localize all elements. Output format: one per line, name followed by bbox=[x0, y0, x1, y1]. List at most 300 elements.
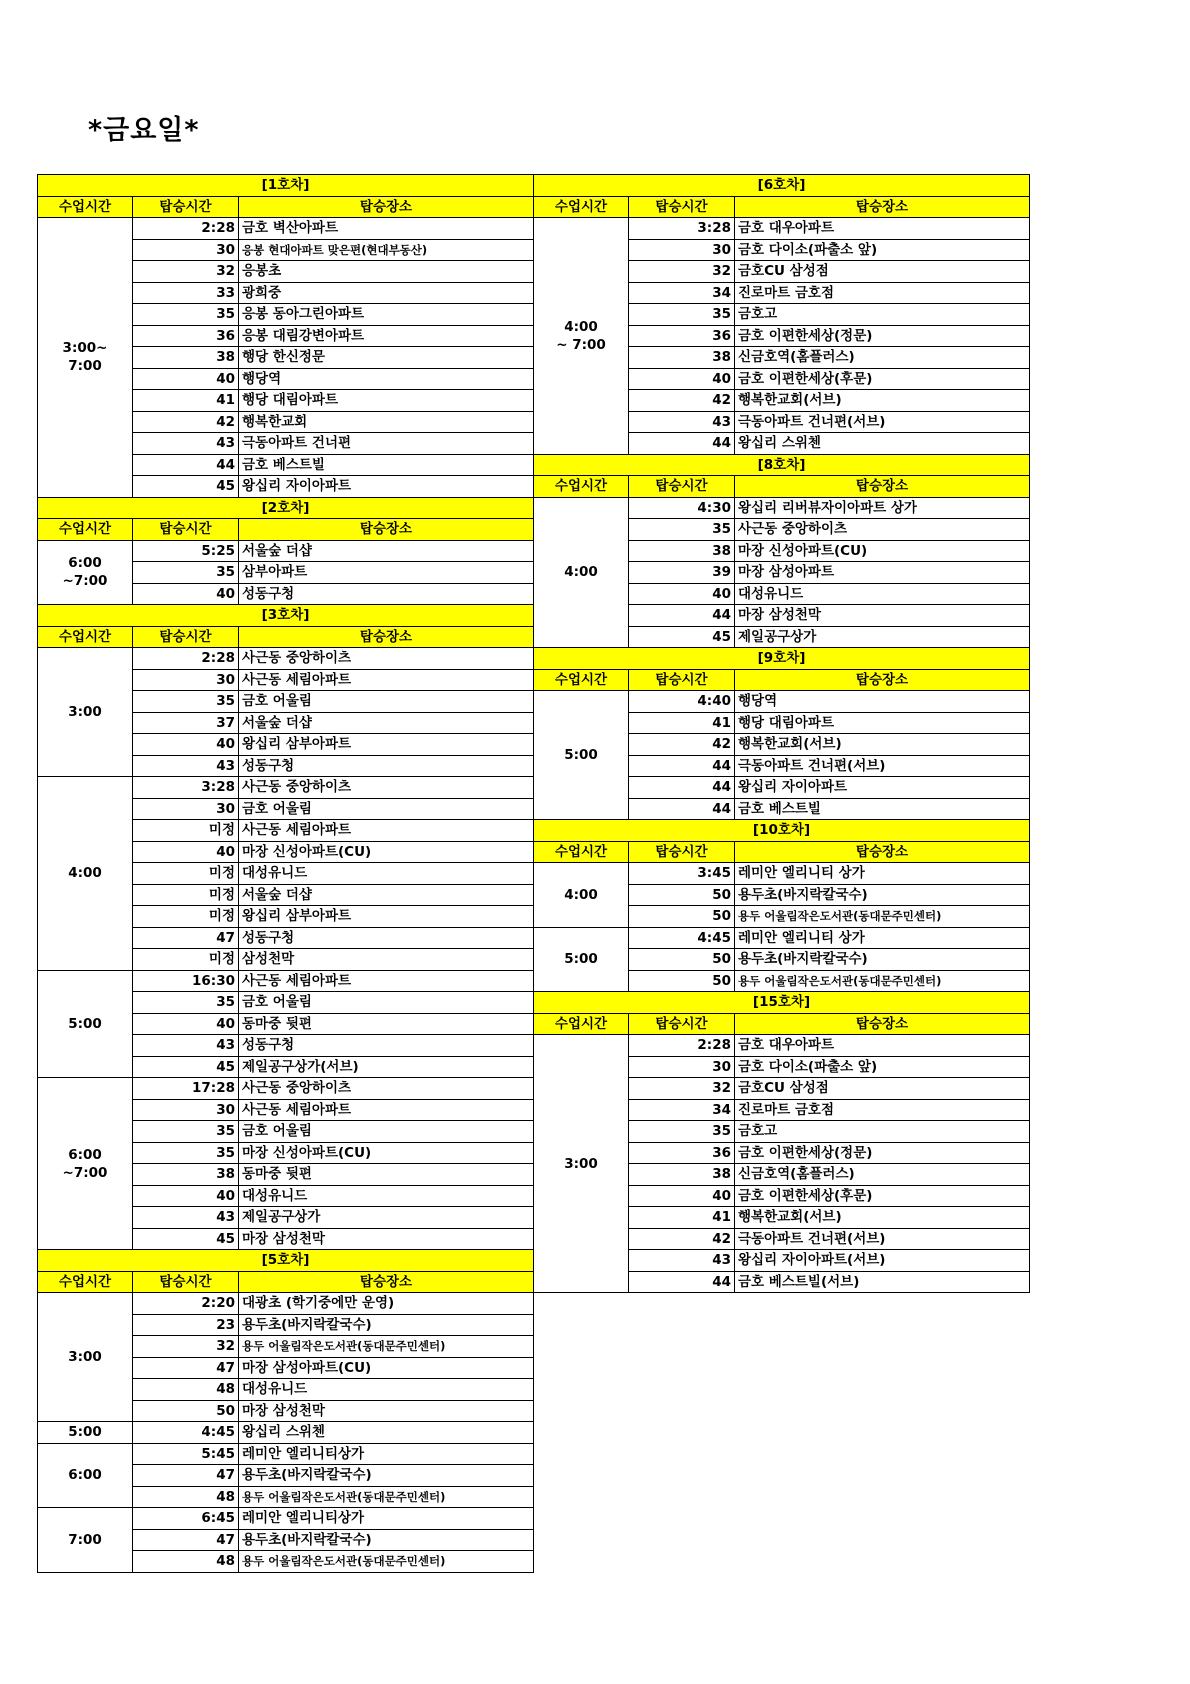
column-header-row bbox=[534, 196, 1030, 218]
header-boarding-place: 탑승장소 bbox=[735, 196, 1030, 218]
class-time-line: ~7:00 bbox=[62, 1164, 108, 1181]
class-time-line: 6:00 bbox=[68, 555, 102, 572]
boarding-time: 35 bbox=[133, 1142, 239, 1164]
boarding-time: 44 bbox=[629, 777, 735, 799]
boarding-place: 광희중 bbox=[239, 282, 534, 304]
boarding-place: 왕십리 자이아파트 bbox=[735, 777, 1030, 799]
right-column bbox=[533, 174, 1029, 1293]
schedule-row bbox=[534, 497, 1030, 519]
boarding-place: 왕십리 삼부아파트 bbox=[239, 734, 534, 756]
boarding-place: 왕십리 스위첸 bbox=[239, 1422, 534, 1444]
boarding-time: 35 bbox=[133, 304, 239, 326]
boarding-place: 왕십리 삼부아파트 bbox=[239, 906, 534, 928]
boarding-place: 삼성천막 bbox=[239, 949, 534, 971]
boarding-time: 40 bbox=[133, 841, 239, 863]
boarding-place: 행당 한신정문 bbox=[239, 347, 534, 369]
header-boarding-time: 탑승시간 bbox=[629, 841, 735, 863]
boarding-place: 마장 삼성아파트 bbox=[735, 562, 1030, 584]
schedule-row bbox=[534, 691, 1030, 713]
class-time-cell bbox=[38, 648, 133, 777]
boarding-place: 성동구청 bbox=[239, 583, 534, 605]
boarding-time: 미정 bbox=[133, 863, 239, 885]
schedule-row bbox=[38, 777, 534, 799]
boarding-place: 행당역 bbox=[735, 691, 1030, 713]
boarding-time: 2:28 bbox=[629, 1035, 735, 1057]
boarding-time: 48 bbox=[133, 1379, 239, 1401]
boarding-place: 용두초(바지락칼국수) bbox=[735, 884, 1030, 906]
boarding-time: 30 bbox=[133, 669, 239, 691]
class-time-cell bbox=[38, 1078, 133, 1250]
boarding-place: 행당 대림아파트 bbox=[239, 390, 534, 412]
boarding-time: 40 bbox=[133, 1013, 239, 1035]
boarding-time: 34 bbox=[629, 282, 735, 304]
column-header-row bbox=[38, 1271, 534, 1293]
boarding-time: 44 bbox=[629, 798, 735, 820]
boarding-place: 대성유니드 bbox=[239, 863, 534, 885]
boarding-place: 왕십리 자이아파트 bbox=[239, 476, 534, 498]
boarding-place: 응봉 대림강변아파트 bbox=[239, 325, 534, 347]
column-header-row bbox=[38, 196, 534, 218]
class-time-line: 6:00 bbox=[68, 1467, 102, 1484]
boarding-place: 금호 베스트빌 bbox=[735, 798, 1030, 820]
boarding-place: 사근동 세림아파트 bbox=[239, 970, 534, 992]
boarding-place: 대성유니드 bbox=[735, 583, 1030, 605]
vehicle-name: [9호차] bbox=[534, 648, 1030, 670]
header-class-time: 수업시간 bbox=[38, 519, 133, 541]
header-boarding-time: 탑승시간 bbox=[133, 519, 239, 541]
boarding-time: 44 bbox=[133, 454, 239, 476]
header-boarding-place: 탑승장소 bbox=[239, 1271, 534, 1293]
boarding-time: 34 bbox=[629, 1099, 735, 1121]
boarding-time: 40 bbox=[133, 734, 239, 756]
boarding-place: 왕십리 자이아파트(서브) bbox=[735, 1250, 1030, 1272]
schedule-row bbox=[534, 218, 1030, 240]
class-time-line: ~ 7:00 bbox=[556, 336, 606, 353]
vehicle-header-row bbox=[534, 648, 1030, 670]
boarding-place: 마장 신성아파트(CU) bbox=[239, 1142, 534, 1164]
left-schedule-table bbox=[37, 174, 534, 1573]
vehicle-header-row bbox=[534, 992, 1030, 1014]
boarding-time: 43 bbox=[133, 755, 239, 777]
boarding-place: 금호CU 삼성점 bbox=[735, 261, 1030, 283]
boarding-place: 성동구청 bbox=[239, 927, 534, 949]
boarding-time: 16:30 bbox=[133, 970, 239, 992]
class-time-line: 3:00 bbox=[68, 704, 102, 720]
class-time-cell bbox=[38, 1422, 133, 1444]
vehicle-header-row bbox=[38, 605, 534, 627]
boarding-time: 3:45 bbox=[629, 863, 735, 885]
vehicle-name: [2호차] bbox=[38, 497, 534, 519]
boarding-time: 4:30 bbox=[629, 497, 735, 519]
boarding-place: 용두초(바지락칼국수) bbox=[239, 1314, 534, 1336]
class-time-cell bbox=[38, 1293, 133, 1422]
vehicle-header-row bbox=[38, 497, 534, 519]
header-class-time: 수업시간 bbox=[38, 196, 133, 218]
boarding-time: 43 bbox=[629, 1250, 735, 1272]
class-time-cell bbox=[534, 497, 629, 648]
boarding-place: 금호 이편한세상(정문) bbox=[735, 325, 1030, 347]
class-time-line: 5:00 bbox=[564, 951, 598, 968]
boarding-time: 2:20 bbox=[133, 1293, 239, 1315]
boarding-place: 진로마트 금호점 bbox=[735, 1099, 1030, 1121]
boarding-place: 대광초 (학기중에만 운영) bbox=[239, 1293, 534, 1315]
class-time-line: 3:00 bbox=[68, 1349, 102, 1365]
boarding-place: 행복한교회(서브) bbox=[735, 734, 1030, 756]
boarding-time: 38 bbox=[629, 540, 735, 562]
header-boarding-time: 탑승시간 bbox=[629, 196, 735, 218]
boarding-place: 용두 어울림작은도서관(동대문주민센터) bbox=[239, 1551, 534, 1573]
boarding-time: 5:45 bbox=[133, 1443, 239, 1465]
boarding-place: 대성유니드 bbox=[239, 1185, 534, 1207]
boarding-place: 금호 어울림 bbox=[239, 798, 534, 820]
header-boarding-place: 탑승장소 bbox=[735, 1013, 1030, 1035]
class-time-line: 7:00 bbox=[68, 358, 102, 375]
boarding-place: 금호 벽산아파트 bbox=[239, 218, 534, 240]
schedule-row bbox=[38, 1078, 534, 1100]
header-boarding-place: 탑승장소 bbox=[239, 519, 534, 541]
boarding-place: 금호 이편한세상(후문) bbox=[735, 368, 1030, 390]
boarding-time: 44 bbox=[629, 1271, 735, 1293]
boarding-place: 동마중 뒷편 bbox=[239, 1013, 534, 1035]
boarding-time: 32 bbox=[629, 261, 735, 283]
boarding-place: 용두초(바지락칼국수) bbox=[239, 1465, 534, 1487]
boarding-place: 레미안 엘리니티상가 bbox=[239, 1508, 534, 1530]
boarding-place: 금호CU 삼성점 bbox=[735, 1078, 1030, 1100]
boarding-place: 극동아파트 건너편(서브) bbox=[735, 411, 1030, 433]
boarding-time: 36 bbox=[629, 1142, 735, 1164]
schedule-row bbox=[38, 1508, 534, 1530]
column-header-row bbox=[534, 1013, 1030, 1035]
boarding-place: 사근동 중앙하이츠 bbox=[239, 648, 534, 670]
boarding-time: 4:45 bbox=[133, 1422, 239, 1444]
class-time-cell bbox=[38, 1508, 133, 1573]
class-time-cell bbox=[38, 540, 133, 605]
boarding-place: 금호 어울림 bbox=[239, 992, 534, 1014]
boarding-place: 사근동 세림아파트 bbox=[239, 1099, 534, 1121]
boarding-time: 43 bbox=[133, 433, 239, 455]
boarding-time: 47 bbox=[133, 1357, 239, 1379]
boarding-place: 용두초(바지락칼국수) bbox=[239, 1529, 534, 1551]
boarding-time: 50 bbox=[629, 884, 735, 906]
boarding-time: 50 bbox=[133, 1400, 239, 1422]
boarding-place: 동마중 뒷편 bbox=[239, 1164, 534, 1186]
vehicle-header-row bbox=[534, 454, 1030, 476]
boarding-place: 성동구청 bbox=[239, 1035, 534, 1057]
boarding-place: 신금호역(홈플러스) bbox=[735, 347, 1030, 369]
boarding-place: 삼부아파트 bbox=[239, 562, 534, 584]
boarding-time: 32 bbox=[133, 1336, 239, 1358]
boarding-place: 성동구청 bbox=[239, 755, 534, 777]
header-class-time: 수업시간 bbox=[534, 1013, 629, 1035]
boarding-time: 35 bbox=[133, 992, 239, 1014]
header-boarding-place: 탑승장소 bbox=[735, 841, 1030, 863]
boarding-place: 왕십리 스위첸 bbox=[735, 433, 1030, 455]
boarding-time: 35 bbox=[629, 519, 735, 541]
vehicle-name: [6호차] bbox=[534, 175, 1030, 197]
schedule-row bbox=[534, 1035, 1030, 1057]
class-time-line: 6:00 bbox=[68, 1146, 102, 1163]
class-time-line: 5:00 bbox=[564, 747, 598, 763]
boarding-place: 제일공구상가 bbox=[735, 626, 1030, 648]
boarding-place: 응봉 현대아파트 맞은편(현대부동산) bbox=[239, 239, 534, 261]
header-class-time: 수업시간 bbox=[534, 669, 629, 691]
class-time-cell bbox=[534, 691, 629, 820]
boarding-place: 행당역 bbox=[239, 368, 534, 390]
boarding-place: 금호 이편한세상(후문) bbox=[735, 1185, 1030, 1207]
vehicle-header-row bbox=[534, 175, 1030, 197]
boarding-time: 40 bbox=[629, 368, 735, 390]
column-header-row bbox=[38, 519, 534, 541]
boarding-time: 30 bbox=[629, 239, 735, 261]
class-time-line: 4:00 bbox=[564, 886, 598, 903]
class-time-line: 7:00 bbox=[68, 1531, 102, 1548]
boarding-place: 금호 베스트빌 bbox=[239, 454, 534, 476]
boarding-place: 마장 삼성천막 bbox=[239, 1400, 534, 1422]
boarding-place: 왕십리 리버뷰자이아파트 상가 bbox=[735, 497, 1030, 519]
boarding-time: 40 bbox=[133, 583, 239, 605]
boarding-time: 41 bbox=[133, 390, 239, 412]
vehicle-header-row bbox=[38, 175, 534, 197]
boarding-time: 47 bbox=[133, 927, 239, 949]
boarding-time: 35 bbox=[629, 1121, 735, 1143]
class-time-cell bbox=[534, 863, 629, 928]
header-boarding-place: 탑승장소 bbox=[239, 196, 534, 218]
boarding-time: 42 bbox=[629, 734, 735, 756]
boarding-place: 사근동 세림아파트 bbox=[239, 820, 534, 842]
boarding-time: 39 bbox=[629, 562, 735, 584]
vehicle-name: [8호차] bbox=[534, 454, 1030, 476]
vehicle-name: [15호차] bbox=[534, 992, 1030, 1014]
boarding-place: 서울숲 더샵 bbox=[239, 884, 534, 906]
boarding-place: 극동아파트 건너편(서브) bbox=[735, 755, 1030, 777]
boarding-place: 극동아파트 건너편 bbox=[239, 433, 534, 455]
boarding-time: 44 bbox=[629, 755, 735, 777]
boarding-time: 미정 bbox=[133, 820, 239, 842]
boarding-place: 레미안 엘리니티상가 bbox=[239, 1443, 534, 1465]
boarding-time: 2:28 bbox=[133, 648, 239, 670]
schedule-row bbox=[38, 218, 534, 240]
boarding-time: 4:45 bbox=[629, 927, 735, 949]
boarding-time: 41 bbox=[629, 712, 735, 734]
vehicle-header-row bbox=[38, 1250, 534, 1272]
vehicle-name: [3호차] bbox=[38, 605, 534, 627]
boarding-time: 44 bbox=[629, 605, 735, 627]
boarding-time: 33 bbox=[133, 282, 239, 304]
boarding-place: 마장 삼성천막 bbox=[735, 605, 1030, 627]
boarding-time: 17:28 bbox=[133, 1078, 239, 1100]
page-title: *금요일* bbox=[88, 115, 200, 146]
boarding-time: 3:28 bbox=[133, 777, 239, 799]
boarding-time: 미정 bbox=[133, 906, 239, 928]
schedule-row bbox=[38, 540, 534, 562]
boarding-time: 32 bbox=[133, 261, 239, 283]
boarding-place: 용두 어울림작은도서관(동대문주민센터) bbox=[735, 906, 1030, 928]
boarding-time: 30 bbox=[133, 1099, 239, 1121]
vehicle-name: [5호차] bbox=[38, 1250, 534, 1272]
boarding-time: 43 bbox=[133, 1207, 239, 1229]
boarding-place: 레미안 엘리니티 상가 bbox=[735, 927, 1030, 949]
boarding-place: 극동아파트 건너편(서브) bbox=[735, 1228, 1030, 1250]
boarding-time: 45 bbox=[133, 1228, 239, 1250]
boarding-place: 금호 어울림 bbox=[239, 691, 534, 713]
boarding-time: 38 bbox=[629, 1164, 735, 1186]
boarding-time: 미정 bbox=[133, 949, 239, 971]
column-header-row bbox=[534, 476, 1030, 498]
class-time-line: 3:00~ bbox=[62, 340, 108, 357]
header-boarding-time: 탑승시간 bbox=[629, 476, 735, 498]
boarding-time: 5:25 bbox=[133, 540, 239, 562]
header-boarding-time: 탑승시간 bbox=[133, 1271, 239, 1293]
header-class-time: 수업시간 bbox=[38, 1271, 133, 1293]
boarding-place: 금호고 bbox=[735, 1121, 1030, 1143]
boarding-time: 40 bbox=[133, 368, 239, 390]
boarding-time: 42 bbox=[629, 1228, 735, 1250]
class-time-line: ~7:00 bbox=[62, 573, 108, 590]
class-time-cell bbox=[534, 927, 629, 992]
boarding-time: 47 bbox=[133, 1529, 239, 1551]
boarding-place: 사근동 중앙하이츠 bbox=[735, 519, 1030, 541]
class-time-line: 4:00 bbox=[564, 564, 598, 581]
boarding-place: 금호 다이소(파출소 앞) bbox=[735, 239, 1030, 261]
boarding-place: 응봉 동아그린아파트 bbox=[239, 304, 534, 326]
schedule-row bbox=[38, 1443, 534, 1465]
header-boarding-place: 탑승장소 bbox=[239, 626, 534, 648]
boarding-time: 36 bbox=[133, 325, 239, 347]
boarding-place: 금호 이편한세상(정문) bbox=[735, 1142, 1030, 1164]
left-column bbox=[37, 174, 533, 1573]
boarding-place: 사근동 중앙하이츠 bbox=[239, 777, 534, 799]
boarding-time: 38 bbox=[133, 347, 239, 369]
column-header-row bbox=[534, 841, 1030, 863]
boarding-time: 32 bbox=[629, 1078, 735, 1100]
class-time-cell bbox=[534, 218, 629, 455]
boarding-time: 50 bbox=[629, 949, 735, 971]
boarding-place: 금호고 bbox=[735, 304, 1030, 326]
class-time-line: 4:00 bbox=[68, 865, 102, 882]
boarding-time: 35 bbox=[133, 691, 239, 713]
boarding-place: 금호 대우아파트 bbox=[735, 218, 1030, 240]
boarding-time: 47 bbox=[133, 1465, 239, 1487]
header-boarding-time: 탑승시간 bbox=[629, 1013, 735, 1035]
boarding-place: 용두 어울림작은도서관(동대문주민센터) bbox=[735, 970, 1030, 992]
boarding-time: 38 bbox=[133, 1164, 239, 1186]
vehicle-name: [1호차] bbox=[38, 175, 534, 197]
boarding-place: 진로마트 금호점 bbox=[735, 282, 1030, 304]
class-time-cell bbox=[38, 777, 133, 971]
boarding-place: 행복한교회(서브) bbox=[735, 1207, 1030, 1229]
boarding-time: 48 bbox=[133, 1551, 239, 1573]
boarding-time: 미정 bbox=[133, 884, 239, 906]
boarding-time: 43 bbox=[133, 1035, 239, 1057]
header-boarding-place: 탑승장소 bbox=[735, 476, 1030, 498]
header-class-time: 수업시간 bbox=[38, 626, 133, 648]
boarding-place: 대성유니드 bbox=[239, 1379, 534, 1401]
class-time-cell bbox=[38, 218, 133, 498]
class-time-line: 4:00 bbox=[564, 318, 598, 335]
boarding-place: 금호 대우아파트 bbox=[735, 1035, 1030, 1057]
boarding-time: 6:45 bbox=[133, 1508, 239, 1530]
boarding-place: 용두 어울림작은도서관(동대문주민센터) bbox=[239, 1336, 534, 1358]
boarding-time: 37 bbox=[133, 712, 239, 734]
boarding-place: 서울숲 더샵 bbox=[239, 540, 534, 562]
right-schedule-table bbox=[533, 174, 1030, 1293]
boarding-place: 마장 삼성아파트(CU) bbox=[239, 1357, 534, 1379]
schedule-row bbox=[534, 863, 1030, 885]
boarding-time: 30 bbox=[133, 239, 239, 261]
boarding-time: 41 bbox=[629, 1207, 735, 1229]
boarding-time: 42 bbox=[133, 411, 239, 433]
boarding-place: 레미안 엘리니티 상가 bbox=[735, 863, 1030, 885]
boarding-place: 신금호역(홈플러스) bbox=[735, 1164, 1030, 1186]
boarding-time: 35 bbox=[133, 562, 239, 584]
boarding-place: 사근동 중앙하이츠 bbox=[239, 1078, 534, 1100]
schedule-row bbox=[38, 1293, 534, 1315]
schedule-row bbox=[38, 1422, 534, 1444]
vehicle-header-row bbox=[534, 820, 1030, 842]
boarding-place: 응봉초 bbox=[239, 261, 534, 283]
header-boarding-time: 탑승시간 bbox=[133, 196, 239, 218]
boarding-time: 45 bbox=[133, 1056, 239, 1078]
boarding-time: 2:28 bbox=[133, 218, 239, 240]
boarding-time: 35 bbox=[133, 1121, 239, 1143]
boarding-time: 40 bbox=[629, 583, 735, 605]
class-time-cell bbox=[534, 1035, 629, 1293]
boarding-time: 45 bbox=[629, 626, 735, 648]
boarding-time: 40 bbox=[629, 1185, 735, 1207]
class-time-line: 5:00 bbox=[68, 1015, 102, 1032]
column-header-row bbox=[38, 626, 534, 648]
header-class-time: 수업시간 bbox=[534, 476, 629, 498]
boarding-time: 43 bbox=[629, 411, 735, 433]
boarding-time: 30 bbox=[133, 798, 239, 820]
boarding-place: 마장 삼성천막 bbox=[239, 1228, 534, 1250]
boarding-time: 30 bbox=[629, 1056, 735, 1078]
boarding-place: 행복한교회 bbox=[239, 411, 534, 433]
class-time-line: 3:00 bbox=[564, 1155, 598, 1172]
boarding-place: 금호 어울림 bbox=[239, 1121, 534, 1143]
boarding-time: 45 bbox=[133, 476, 239, 498]
boarding-time: 44 bbox=[629, 433, 735, 455]
class-time-line: 5:00 bbox=[68, 1424, 102, 1441]
header-class-time: 수업시간 bbox=[534, 841, 629, 863]
boarding-time: 42 bbox=[629, 390, 735, 412]
boarding-place: 행당 대림아파트 bbox=[735, 712, 1030, 734]
boarding-place: 용두 어울림작은도서관(동대문주민센터) bbox=[239, 1486, 534, 1508]
boarding-time: 23 bbox=[133, 1314, 239, 1336]
schedule-row bbox=[38, 648, 534, 670]
boarding-place: 금호 다이소(파출소 앞) bbox=[735, 1056, 1030, 1078]
class-time-cell bbox=[38, 1443, 133, 1508]
boarding-place: 마장 신성아파트(CU) bbox=[735, 540, 1030, 562]
boarding-place: 행복한교회(서브) bbox=[735, 390, 1030, 412]
schedule-row bbox=[38, 970, 534, 992]
boarding-place: 제일공구상가 bbox=[239, 1207, 534, 1229]
class-time-cell bbox=[38, 970, 133, 1078]
header-boarding-place: 탑승장소 bbox=[735, 669, 1030, 691]
header-boarding-time: 탑승시간 bbox=[629, 669, 735, 691]
boarding-time: 4:40 bbox=[629, 691, 735, 713]
vehicle-name: [10호차] bbox=[534, 820, 1030, 842]
column-header-row bbox=[534, 669, 1030, 691]
boarding-time: 50 bbox=[629, 906, 735, 928]
boarding-place: 금호 베스트빌(서브) bbox=[735, 1271, 1030, 1293]
boarding-time: 40 bbox=[133, 1185, 239, 1207]
header-class-time: 수업시간 bbox=[534, 196, 629, 218]
header-boarding-time: 탑승시간 bbox=[133, 626, 239, 648]
boarding-place: 마장 신성아파트(CU) bbox=[239, 841, 534, 863]
boarding-time: 38 bbox=[629, 347, 735, 369]
boarding-place: 사근동 세림아파트 bbox=[239, 669, 534, 691]
